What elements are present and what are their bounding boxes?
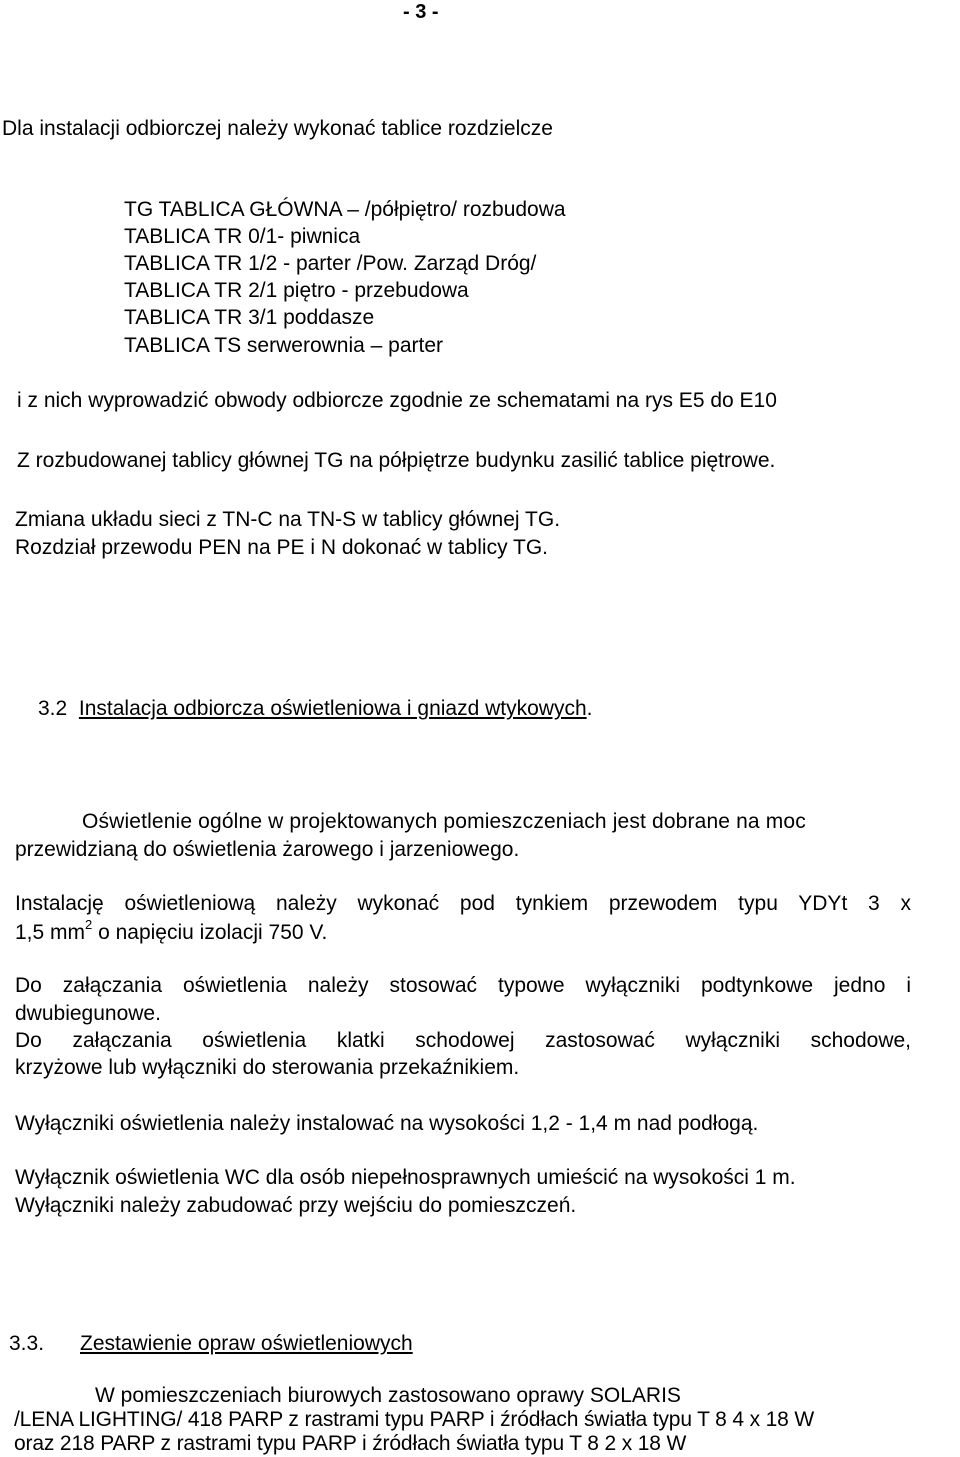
section-3-3-number: 3.3. [9, 1332, 45, 1355]
superscript: 2 [85, 917, 93, 932]
after-boards-text: i z nich wyprowadzić obwody odbiorcze zgodnie ze schematami na rys E5 do E10 [17, 389, 777, 412]
section-3-2-heading [38, 698, 592, 719]
network-change-line: Rozdział przewodu PEN na PE i N dokonać w tablicy TG. [15, 536, 549, 559]
section-title: Instalacja odbiorcza oświetleniowa i gniazd wtykowych [78, 697, 587, 720]
paragraph-line: Instalację oświetleniową należy wykonać pod tynkiem przewodem typu YDYt 3 x [15, 892, 911, 915]
paragraph-line: Wyłączniki oświetlenia należy instalować na wysokości 1,2 - 1,4 m nad podłogą. [15, 1112, 759, 1135]
paragraph-line: 1,5 $mm^2$ o napięciu izolacji 750 V. [15, 917, 328, 944]
intro-text: Dla instalacji odbiorczej należy wykonać tablice rozdzielcze [2, 117, 553, 140]
paragraph-line: Do załączania oświetlenia klatki schodowej zastosować wyłączniki schodowe, [15, 1029, 911, 1052]
network-change-line: Zmiana układu sieci z TN-C na TN-S w tablicy głównej TG. [15, 508, 561, 531]
feed-text: Z rozbudowanej tablicy głównej TG na półpiętrze budynku zasilić tablice piętrowe. [17, 449, 776, 472]
section-title-end: . [586, 697, 593, 720]
paragraph-line: przewidzianą do oświetlenia żarowego i jarzeniowego. [15, 838, 520, 861]
fixture-line: W pomieszczeniach biurowych zastosowano oprawy SOLARIS [95, 1384, 681, 1407]
board-item: TABLICA TR 3/1 poddasze [124, 306, 375, 329]
paragraph-line: Wyłącznik oświetlenia WC dla osób niepełnosprawnych umieścić na wysokości 1 m. [15, 1166, 796, 1189]
board-item: TABLICA TR 1/2 - parter /Pow. Zarząd Dróg/ [124, 252, 537, 275]
board-item: TABLICA TS serwerownia – parter [124, 334, 444, 357]
page-number: - 3 - [403, 1, 439, 23]
board-item: TG TABLICA GŁÓWNA – /półpiętro/ rozbudowa [124, 198, 566, 221]
paragraph-line: Oświetlenie ogólne w projektowanych pomieszczeniach jest dobrane na moc [82, 810, 806, 833]
fixture-line: /LENA LIGHTING/ 418 PARP z rastrami typu PARP i źródłach światła typu T 8 4 x 18 W [14, 1408, 815, 1431]
paragraph-line: Wyłączniki należy zabudować przy wejściu do pomieszczeń. [15, 1194, 577, 1217]
paragraph-line: krzyżowe lub wyłączniki do sterowania przekaźnikiem. [15, 1056, 520, 1079]
board-item: TABLICA TR 0/1- piwnica [124, 225, 361, 248]
board-item: TABLICA TR 2/1 piętro - przebudowa [124, 279, 469, 302]
paragraph-line: Do załączania oświetlenia należy stosować typowe wyłączniki podtynkowe jedno i [15, 974, 911, 997]
section-number: 3.2 [38, 697, 68, 720]
paragraph-line: dwubiegunowe. [15, 1002, 161, 1025]
fixture-line: oraz 218 PARP z rastrami typu PARP i źródłach światła typu T 8 2 x 18 W [14, 1432, 687, 1455]
section-3-3-title: Zestawienie opraw oświetleniowych [80, 1332, 413, 1355]
